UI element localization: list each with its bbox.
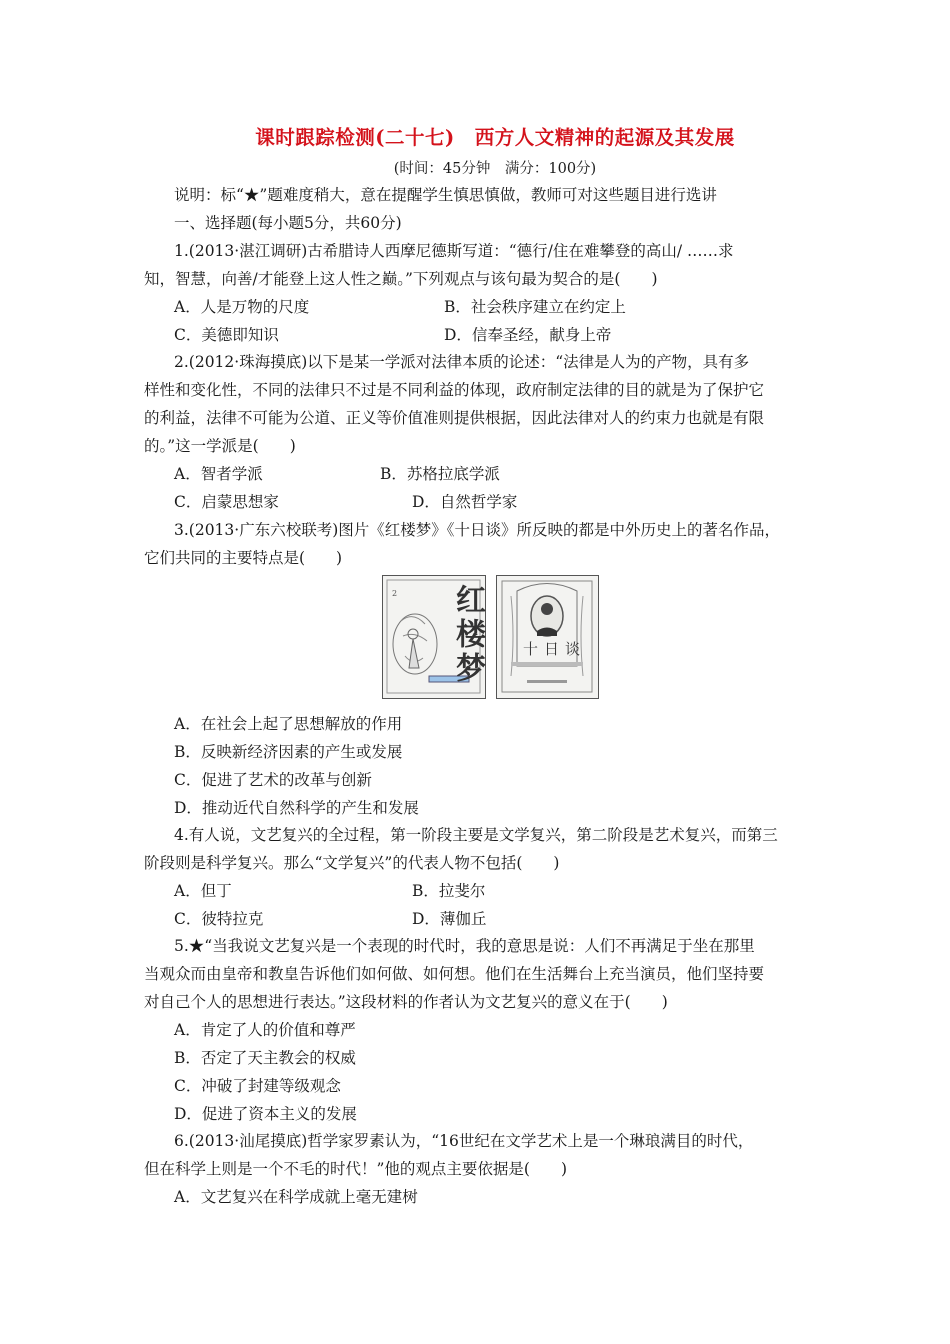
- question-5-option-a: A．肯定了人的价值和尊严: [174, 1021, 356, 1039]
- question-3-option-c: C．促进了艺术的改革与创新: [174, 771, 372, 789]
- question-2-option-a: A．智者学派: [174, 465, 263, 483]
- hongloumeng-cover-title: 红楼梦: [450, 584, 485, 686]
- decameron-cover-title: 十日谈: [523, 640, 587, 658]
- question-1-line-2: 知，智慧，向善/才能登上这人性之巅。”下列观点与该句最为契合的是( ): [144, 270, 658, 288]
- question-4-option-c: C．彼特拉克: [174, 910, 264, 928]
- question-2-option-b: B．苏格拉底学派: [380, 465, 500, 483]
- question-4-line-2: 阶段则是科学复兴。那么“文学复兴”的代表人物不包括( ): [144, 854, 560, 872]
- decameron-cover-image: [496, 575, 599, 699]
- question-3-line-2: 它们共同的主要特点是( ): [144, 549, 343, 567]
- question-4-option-d: D．薄伽丘: [412, 910, 487, 928]
- question-4-option-b: B．拉斐尔: [412, 882, 486, 900]
- question-1-option-b: B．社会秩序建立在约定上: [444, 298, 626, 316]
- question-6-line-2: 但在科学上则是一个不毛的时代！”他的观点主要依据是( ): [144, 1160, 568, 1178]
- question-5-option-d: D．促进了资本主义的发展: [174, 1105, 357, 1123]
- question-1-option-c: C．美德即知识: [174, 326, 279, 344]
- question-1-option-d: D．信奉圣经，献身上帝: [444, 326, 612, 344]
- question-5-option-b: B．否定了天主教会的权威: [174, 1049, 356, 1067]
- hongloumeng-cover-image: [382, 575, 486, 699]
- question-5-option-c: C．冲破了封建等级观念: [174, 1077, 341, 1095]
- question-6-line-1: 6.(2013·汕尾摸底)哲学家罗素认为，“16世纪在文学艺术上是一个琳琅满目的时代，: [174, 1132, 754, 1150]
- question-2-line-1: 2.(2012·珠海摸底)以下是某一学派对法律本质的论述：“法律是人为的产物，具有多: [174, 353, 750, 371]
- question-5-line-3: 对自己个人的思想进行表达。”这段材料的作者认为文艺复兴的意义在于( ): [144, 993, 668, 1011]
- question-1-option-a: A．人是万物的尺度: [174, 298, 310, 316]
- question-3-option-b: B．反映新经济因素的产生或发展: [174, 743, 403, 761]
- time-score-info: (时间：45分钟 满分：100分): [393, 161, 597, 177]
- question-5-line-2: 当观众而由皇帝和教皇告诉他们如何做、如何想。他们在生活舞台上充当演员，他们坚持要: [144, 965, 765, 983]
- question-6-option-a: A．文艺复兴在科学成就上毫无建树: [174, 1188, 418, 1206]
- instruction-note: 说明：标“★”题难度稍大，意在提醒学生慎思慎做，教师可对这些题目进行选讲: [174, 186, 717, 204]
- svg-text:2: 2: [392, 589, 398, 598]
- question-4-line-1: 4.有人说，文艺复兴的全过程，第一阶段主要是文学复兴，第二阶段是艺术复兴，而第三: [174, 826, 778, 844]
- question-2-line-4: 的。”这一学派是( ): [144, 437, 296, 455]
- section-heading: 一、选择题(每小题5分，共60分): [174, 214, 402, 232]
- question-4-option-a: A．但丁: [174, 882, 232, 900]
- question-1-line-1: 1.(2013·湛江调研)古希腊诗人西摩尼德斯写道：“德行/住在难攀登的高山/ ……求: [174, 242, 734, 260]
- question-3-option-d: D．推动近代自然科学的产生和发展: [174, 799, 419, 817]
- page-title: 课时跟踪检测(二十七) 西方人文精神的起源及其发展: [255, 126, 735, 149]
- question-2-option-c: C．启蒙思想家: [174, 493, 279, 511]
- question-3-option-a: A．在社会上起了思想解放的作用: [174, 715, 403, 733]
- question-3-line-1: 3.(2013·广东六校联考)图片《红楼梦》《十日谈》所反映的都是中外历史上的著名作品，: [174, 521, 781, 539]
- question-5-line-1: 5.★“当我说文艺复兴是一个表现的时代时，我的意思是说：人们不再满足于坐在那里: [174, 937, 755, 955]
- question-2-line-2: 样性和变化性，不同的法律只不过是不同利益的体现，政府制定法律的目的就是为了保护它: [144, 381, 765, 399]
- question-2-line-3: 的利益，法律不可能为公道、正义等价值准则提供根据，因此法律对人的约束力也就是有限: [144, 409, 765, 427]
- question-2-option-d: D．自然哲学家: [412, 493, 518, 511]
- decameron-illustration: [497, 576, 597, 697]
